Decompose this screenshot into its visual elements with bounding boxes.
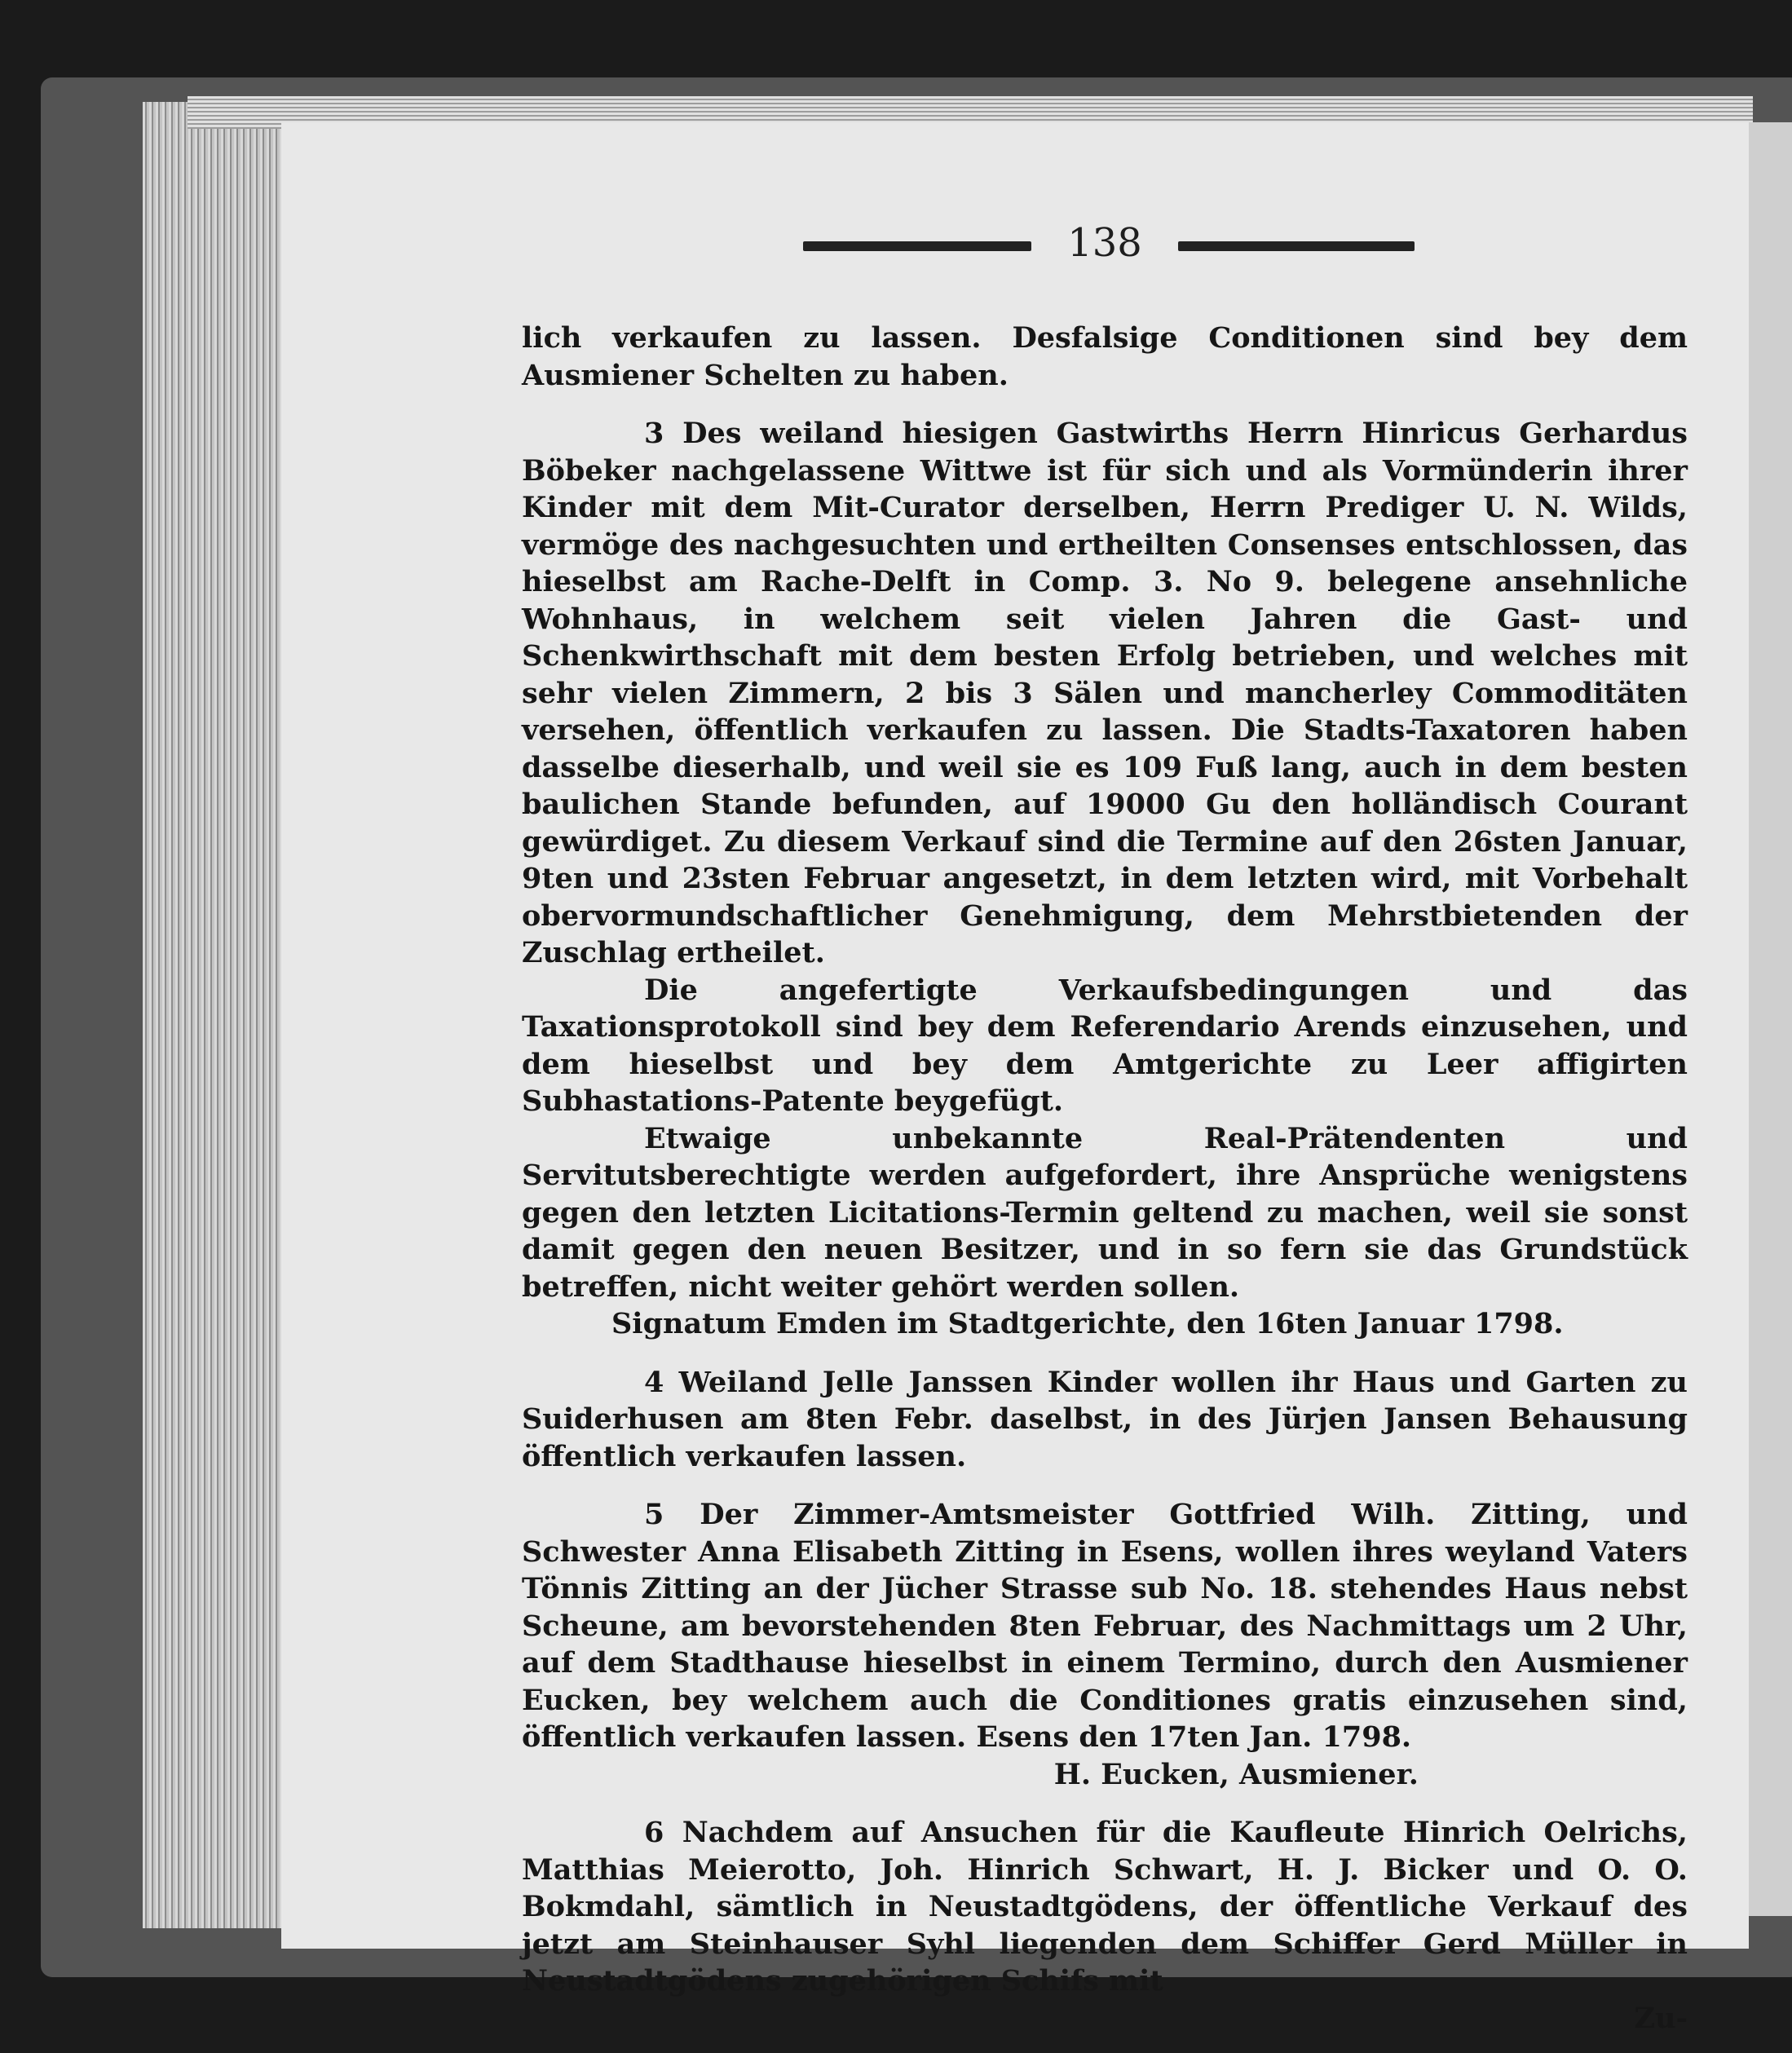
page-body xyxy=(522,320,1688,2037)
paragraph-item-6: 6 Nachdem auf Ansuchen für die Kaufleute Hinrich Oelrichs, Matthias Meierotto, Joh. Hinrich Schwart, H. J. Bicker und O. O. Bokmdahl, sämtlich in Neustadtgödens, der öffentliche Verkauf des jetzt am Steinhauser Syhl liegenden dem Schiffer Gerd Müller in Neustadtgödens zugehörigen Schifs mit xyxy=(522,1816,1688,1998)
page-number: 138 xyxy=(1067,220,1142,266)
paragraph-item-4: 4 Weiland Jelle Janssen Kinder wollen ihr Haus und Garten zu Suiderhusen am 8ten Febr. daselbst, in des Jürjen Jansen Behausung öffentlich verkaufen lassen. xyxy=(522,1365,1688,1473)
paragraph-continuation: lich verkaufen zu lassen. Desfalsige Conditionen sind bey dem Ausmiener Schelten zu haben. xyxy=(522,321,1688,392)
paragraph-conditions: Die angefertigte Verkaufsbedingungen und das Taxationsprotokoll sind bey dem Referendario Arends einzusehen, und dem hieselbst und bey dem Amtgerichte zu Leer affigirten Subhastations-Patente beygefügt. xyxy=(522,973,1688,1118)
header-rule-right xyxy=(1178,241,1415,251)
header-rule-left xyxy=(803,241,1031,251)
page-header xyxy=(803,220,1415,269)
page-edges xyxy=(143,102,298,1928)
paragraph-item-3: 3 Des weiland hiesigen Gastwirths Herrn Hinricus Gerhardus Böbeker nachgelassene Wittwe ist für sich und als Vormünderin ihrer Kinder mit dem Mit-Curator derselben, Herrn Prediger U. N. Wilds, vermöge des nachgesuchten und ertheilten Consenses entschlossen, das hieselbst am Rache-Delft in Comp. 3. No 9. belegene ansehnliche Wohnhaus, in welchem seit vielen Jahren die Gast- und Schenkwirthschaft mit dem besten Erfolg betrieben, und welches mit sehr vielen Zimmern, 2 bis 3 Sälen und mancherley Commoditäten versehen, öffentlich verkaufen zu lassen. Die Stadts-Taxatoren haben dasselbe dieserhalb, und weil sie es 109 Fuß lang, auch in dem besten baulichen Stande befunden, auf 19000 Gu den holländisch Courant gewürdiget. Zu diesem Verkauf sind die Termine auf den 26sten Januar, 9ten und 23sten Februar angesetzt, in dem letzten wird, mit Vorbehalt obervormundschaftlicher Genehmigung, dem Mehrstbietenden der Zuschlag ertheilet. xyxy=(522,417,1688,969)
paragraph-claimants: Etwaige unbekannte Real-Prätendenten und Servitutsberechtigte werden aufgefordert, ihre Ansprüche wenigstens gegen den letzten Licitations-Termin geltend zu machen, weil sie sonst damit gegen den neuen Besitzer, und in so fern sie das Grundstück betreffen, nicht weiter gehört werden sollen. xyxy=(522,1121,1688,1304)
signature-line: Signatum Emden im Stadtgerichte, den 16ten Januar 1798. xyxy=(611,1307,1564,1340)
catchword: Zu- xyxy=(1634,2001,1688,2035)
paragraph-item-5: 5 Der Zimmer-Amtsmeister Gottfried Wilh. Zitting, und Schwester Anna Elisabeth Zitting in Esens, wollen ihres weyland Vaters Tönnis Zitting an der Jücher Strasse sub No. 18. stehendes Haus nebst Scheune, am bevorstehenden 8ten Februar, des Nachmittags um 2 Uhr, auf dem Stadthause hieselbst in einem Termino, durch den Ausmiener Eucken, bey welchem auch die Conditiones gratis einzusehen sind, öffentlich verkaufen lassen. Esens den 17ten Jan. 1798. xyxy=(522,1498,1688,1754)
signature-eucken: H. Eucken, Ausmiener. xyxy=(1053,1757,1419,1791)
facing-page-edge xyxy=(1745,122,1792,1916)
